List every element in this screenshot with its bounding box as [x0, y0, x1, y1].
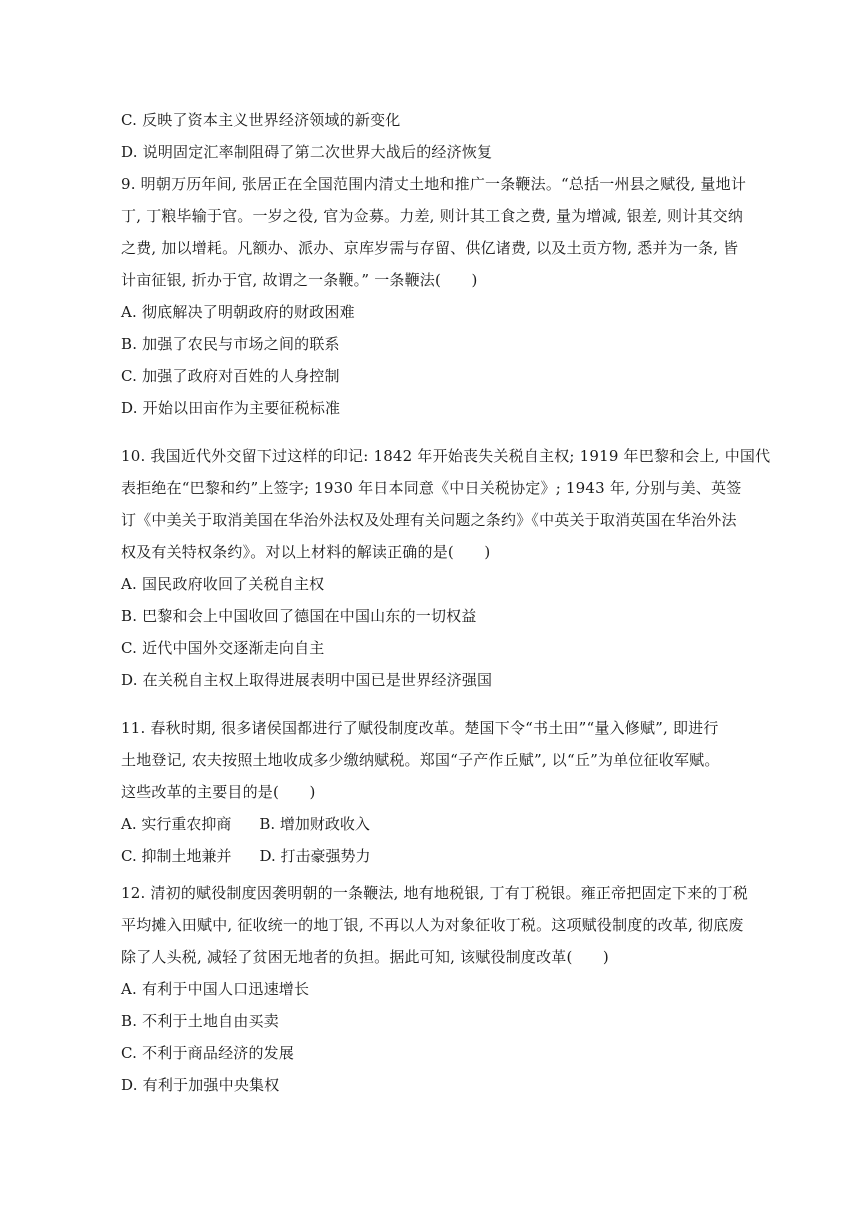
- question-stem-line: 这些改革的主要目的是( ): [121, 783, 316, 801]
- option-d: D. 说明固定汇率制阻碍了第二次世界大战后的经济恢复: [121, 143, 493, 161]
- option-b: B. 增加财政收入: [259, 815, 370, 833]
- option-d: D. 有利于加强中央集权: [121, 1076, 280, 1094]
- question-stem-line: 表拒绝在“巴黎和约”上签字; 1930 年日本同意《中日关税协定》; 1943 年, 分别与美、英签: [121, 479, 742, 497]
- option-b: B. 巴黎和会上中国收回了德国在中国山东的一切权益: [121, 607, 477, 625]
- option-row: [121, 808, 741, 840]
- option-b: B. 加强了农民与市场之间的联系: [121, 335, 340, 353]
- option-d: D. 在关税自主权上取得进展表明中国已是世界经济强国: [121, 671, 493, 689]
- option-a: A. 有利于中国人口迅速增长: [121, 980, 310, 998]
- option-a: A. 国民政府收回了关税自主权: [121, 575, 325, 593]
- option-c: C. 近代中国外交逐渐走向自主: [121, 639, 325, 657]
- option-c: C. 加强了政府对百姓的人身控制: [121, 367, 340, 385]
- question-stem-line: 土地登记, 农夫按照土地收成多少缴纳赋税。郑国“子产作丘赋”, 以“丘”为单位征收军赋。: [121, 751, 720, 769]
- question-10: [121, 440, 771, 696]
- question-stem-line: 12. 清初的赋役制度因袭明朝的一条鞭法, 地有地税银, 丁有丁税银。雍正帝把固定下来的丁税: [121, 884, 748, 902]
- option-c: C. 抑制土地兼并: [121, 847, 232, 865]
- option-c: C. 不利于商品经济的发展: [121, 1044, 295, 1062]
- question-stem-line: 11. 春秋时期, 很多诸侯国都进行了赋役制度改革。楚国下令“书土田”“量入修赋”, 即进行: [121, 719, 719, 737]
- question-stem-line: 计亩征银, 折办于官, 故谓之一条鞭。” 一条鞭法( ): [121, 271, 478, 289]
- question-stem-line: 9. 明朝万历年间, 张居正在全国范围内清丈土地和推广一条鞭法。“总括一州县之赋役, 量地计: [121, 175, 747, 193]
- question-11: [121, 712, 741, 872]
- option-a: A. 实行重农抑商: [121, 815, 232, 833]
- question-stem-line: 订《中美关于取消美国在华治外法权及处理有关问题之条约》《中英关于取消英国在华治外法: [121, 511, 737, 529]
- option-c: C. 反映了资本主义世界经济领域的新变化: [121, 111, 401, 129]
- option-d: D. 开始以田亩作为主要征税标准: [121, 399, 341, 417]
- question-stem-line: 除了人头税, 减轻了贫困无地者的负担。据此可知, 该赋役制度改革( ): [121, 948, 609, 966]
- question-12: [121, 877, 748, 1101]
- question-stem-line: 权及有关特权条约》。对以上材料的解读正确的是( ): [121, 543, 491, 561]
- question-stem-line: 丁, 丁粮毕输于官。一岁之役, 官为佥募。力差, 则计其工食之费, 量为增减, 银差, 则计其交纳: [121, 207, 744, 225]
- question-8-tail: [121, 104, 741, 168]
- question-stem-line: 平均摊入田赋中, 征收统一的地丁银, 不再以人为对象征收丁税。这项赋役制度的改革, 彻底废: [121, 916, 744, 934]
- option-d: D. 打击豪强势力: [259, 847, 371, 865]
- question-stem-line: 之费, 加以增耗。凡额办、派办、京库岁需与存留、供亿诸费, 以及土贡方物, 悉并为一条, 皆: [121, 239, 739, 257]
- option-row: [121, 840, 741, 872]
- question-stem-line: 10. 我国近代外交留下过这样的印记: 1842 年开始丧失关税自主权; 1919 年巴黎和会上, 中国代: [121, 447, 771, 465]
- option-b: B. 不利于土地自由买卖: [121, 1012, 279, 1030]
- question-9: [121, 168, 747, 424]
- option-a: A. 彻底解决了明朝政府的财政困难: [121, 303, 355, 321]
